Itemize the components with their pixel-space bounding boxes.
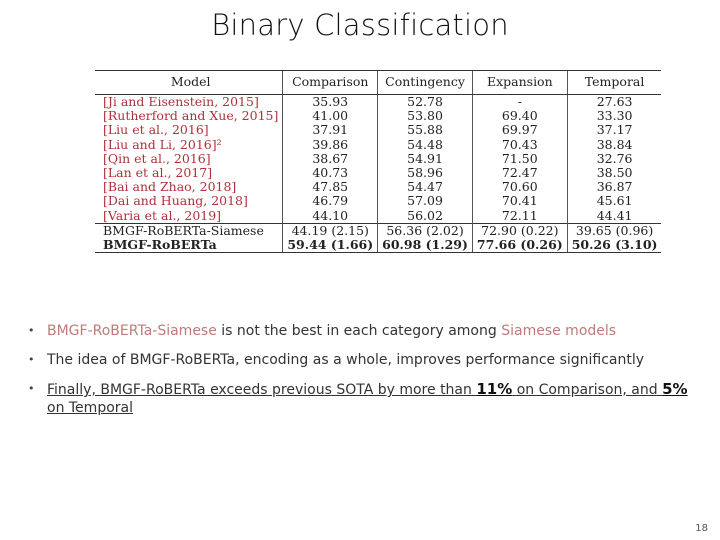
cell-temporal: 39.65 (0.96) [567,223,661,238]
bullet-glyph: • [28,382,35,395]
row-model: [Rutherford and Xue, 2015] [103,108,279,124]
cell-comparison: 38.67 [283,152,378,166]
bullet-list [28,322,708,428]
cell-contingency: 60.98 (1.29) [378,238,473,253]
cell-temporal: 27.63 [567,95,661,110]
row-model: BMGF-RoBERTa [95,238,283,253]
cell-expansion: 77.66 (0.26) [472,238,567,253]
slide-title: Binary Classification [211,8,509,42]
results-table-wrapper [95,70,658,253]
bullet-percent: 5% [662,380,688,398]
table-row [95,180,661,194]
table-row [95,209,661,224]
cell-expansion: 72.11 [472,209,567,224]
cell-comparison: 47.85 [283,180,378,194]
cell-comparison: 35.93 [283,95,378,110]
cell-expansion: 70.41 [472,194,567,208]
bullet-text: The idea of BMGF-RoBERTa, encoding as a whole, improves performance significantly [47,352,645,368]
cell-comparison: 40.73 [283,166,378,180]
cell-contingency: 56.02 [378,209,473,224]
row-model: [Dai and Huang, 2018] [103,193,248,209]
cell-expansion: 72.47 [472,166,567,180]
cell-expansion: 69.97 [472,123,567,137]
cell-comparison: 37.91 [283,123,378,137]
cell-temporal: 32.76 [567,152,661,166]
table-row [95,166,661,180]
table-row [95,238,661,253]
bullet-percent: 11% [476,380,513,398]
cell-contingency: 54.47 [378,180,473,194]
results-table [95,70,661,253]
row-model: [Liu et al., 2016] [103,122,209,138]
cell-comparison: 44.19 (2.15) [283,223,378,238]
table-row [95,95,661,110]
header-contingency: Contingency [378,71,473,95]
cell-temporal: 33.30 [567,109,661,123]
bullet-text: is not the best in each category among [216,323,502,339]
cell-expansion: 70.60 [472,180,567,194]
cell-temporal: 38.50 [567,166,661,180]
table-row [95,138,661,152]
cell-contingency: 58.96 [378,166,473,180]
cell-temporal: 36.87 [567,180,661,194]
table-row [95,194,661,208]
cell-contingency: 56.36 (2.02) [378,223,473,238]
cell-expansion: 71.50 [472,152,567,166]
table-row [95,223,661,238]
row-model: [Lan et al., 2017] [103,165,213,181]
cell-contingency: 54.48 [378,138,473,152]
table-row [95,152,661,166]
table-row [95,109,661,123]
bullet-highlight: Siamese models [501,323,617,339]
cell-expansion: 69.40 [472,109,567,123]
row-model: [Ji and Eisenstein, 2015] [103,94,259,109]
bullet-item [28,322,708,340]
header-model: Model [95,71,283,95]
table-header-row [95,71,661,95]
cell-temporal: 38.84 [567,138,661,152]
cell-expansion: - [472,95,567,110]
row-model: [Varia et al., 2019] [103,207,222,223]
row-model: [Bai and Zhao, 2018] [103,179,237,195]
table-row [95,123,661,137]
cell-expansion: 70.43 [472,138,567,152]
bullet-highlight: BMGF-RoBERTa-Siamese [47,323,217,339]
cell-temporal: 50.26 (3.10) [567,238,661,253]
header-comparison: Comparison [283,71,378,95]
bullet-item [28,351,708,369]
bullet-text: on Temporal [47,400,133,416]
cell-contingency: 54.91 [378,152,473,166]
bullet-glyph: • [28,353,35,366]
cell-contingency: 57.09 [378,194,473,208]
cell-contingency: 55.88 [378,123,473,137]
cell-comparison: 41.00 [283,109,378,123]
cell-comparison: 59.44 (1.66) [283,238,378,253]
row-model: [Qin et al., 2016] [103,150,211,166]
header-temporal: Temporal [567,71,661,95]
bullet-item [28,380,708,417]
cell-comparison: 46.79 [283,194,378,208]
cell-expansion: 72.90 (0.22) [472,223,567,238]
bullet-glyph: • [28,324,35,337]
bullet-text: on Comparison, and [512,382,663,398]
cell-comparison: 39.86 [283,138,378,152]
header-expansion: Expansion [472,71,567,95]
row-model: [Liu and Li, 2016]² [103,136,222,152]
cell-comparison: 44.10 [283,209,378,224]
page-number: 18 [695,523,708,534]
cell-contingency: 53.80 [378,109,473,123]
cell-temporal: 44.41 [567,209,661,224]
cell-temporal: 37.17 [567,123,661,137]
cell-temporal: 45.61 [567,194,661,208]
bullet-text: Finally, BMGF-RoBERTa exceeds previous SOTA by more than [47,382,477,398]
row-model: BMGF-RoBERTa-Siamese [95,223,283,238]
cell-contingency: 52.78 [378,95,473,110]
